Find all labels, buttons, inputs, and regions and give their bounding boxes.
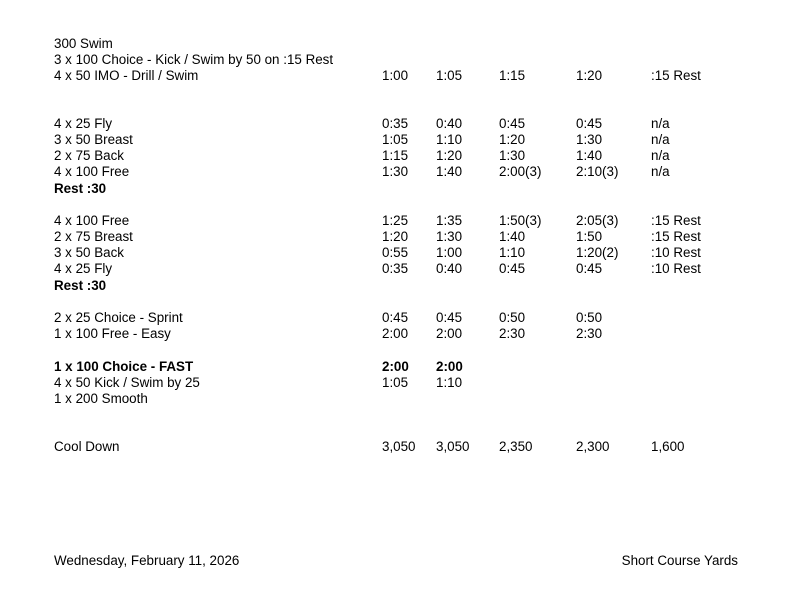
total-group-5: 1,600 [651, 439, 685, 454]
row-description: Rest :30 [54, 278, 107, 293]
interval-group-1: 1:00 [382, 68, 409, 83]
interval-group-4: 0:45 [576, 116, 603, 131]
row-description: 3 x 50 Breast [54, 132, 133, 147]
interval-group-2: 1:00 [436, 245, 463, 260]
interval-group-2: 1:05 [436, 68, 463, 83]
row-description: 300 Swim [54, 36, 113, 51]
interval-group-5: :15 Rest [651, 213, 701, 228]
interval-group-2: 0:45 [436, 310, 463, 325]
workout-row [54, 52, 754, 68]
row-description: Rest :30 [54, 181, 107, 196]
interval-group-4: 2:10(3) [576, 164, 619, 179]
workout-row [54, 310, 754, 326]
interval-group-5: :10 Rest [651, 261, 701, 276]
interval-group-3: 0:50 [499, 310, 526, 325]
interval-group-4: 2:05(3) [576, 213, 619, 228]
interval-group-5: n/a [651, 132, 670, 147]
interval-group-2: 1:10 [436, 132, 463, 147]
row-description: 4 x 50 Kick / Swim by 25 [54, 375, 200, 390]
interval-group-5: n/a [651, 116, 670, 131]
interval-group-1: 1:20 [382, 229, 409, 244]
row-description: 4 x 25 Fly [54, 261, 113, 276]
row-description: 3 x 100 Choice - Kick / Swim by 50 on :15 Rest [54, 52, 334, 67]
interval-group-3: 1:10 [499, 245, 526, 260]
interval-group-3: 1:15 [499, 68, 526, 83]
row-description: 1 x 100 Free - Easy [54, 326, 171, 341]
row-description: 4 x 100 Free [54, 213, 130, 228]
workout-row [54, 68, 754, 84]
totals-row [54, 439, 754, 455]
interval-group-3: 2:30 [499, 326, 526, 341]
workout-row [54, 164, 754, 180]
workout-row [54, 261, 754, 277]
interval-group-1: 2:00 [382, 359, 409, 374]
interval-group-4: 0:45 [576, 261, 603, 276]
interval-group-4: 0:50 [576, 310, 603, 325]
workout-row [54, 132, 754, 148]
footer-date: Wednesday, February 11, 2026 [54, 553, 240, 568]
workout-row [54, 359, 754, 375]
interval-group-2: 2:00 [436, 326, 463, 341]
interval-group-1: 0:35 [382, 116, 409, 131]
interval-group-1: 0:55 [382, 245, 409, 260]
workout-row [54, 326, 754, 342]
workout-row [54, 375, 754, 391]
total-group-2: 3,050 [436, 439, 470, 454]
workout-row [54, 229, 754, 245]
interval-group-2: 1:35 [436, 213, 463, 228]
interval-group-1: 0:35 [382, 261, 409, 276]
interval-group-3: 1:30 [499, 148, 526, 163]
footer-course-type: Short Course Yards [621, 553, 738, 568]
interval-group-3: 0:45 [499, 261, 526, 276]
interval-group-1: 1:30 [382, 164, 409, 179]
interval-group-4: 1:20 [576, 68, 603, 83]
rest-row [54, 278, 754, 294]
workout-row [54, 116, 754, 132]
interval-group-2: 1:10 [436, 375, 463, 390]
interval-group-4: 1:50 [576, 229, 603, 244]
interval-group-3: 0:45 [499, 116, 526, 131]
row-description: 2 x 25 Choice - Sprint [54, 310, 183, 325]
interval-group-4: 1:40 [576, 148, 603, 163]
interval-group-4: 1:30 [576, 132, 603, 147]
row-description: 2 x 75 Back [54, 148, 124, 163]
workout-row [54, 36, 754, 52]
interval-group-2: 1:30 [436, 229, 463, 244]
workout-row [54, 391, 754, 407]
row-description: 4 x 100 Free [54, 164, 130, 179]
row-description: Cool Down [54, 439, 120, 454]
interval-group-3: 1:20 [499, 132, 526, 147]
workout-row [54, 213, 754, 229]
row-description: 4 x 25 Fly [54, 116, 113, 131]
row-description: 3 x 50 Back [54, 245, 124, 260]
interval-group-1: 1:05 [382, 375, 409, 390]
rest-row [54, 181, 754, 197]
interval-group-5: :15 Rest [651, 229, 701, 244]
interval-group-2: 1:40 [436, 164, 463, 179]
interval-group-1: 1:25 [382, 213, 409, 228]
workout-row [54, 245, 754, 261]
interval-group-5: :10 Rest [651, 245, 701, 260]
interval-group-4: 1:20(2) [576, 245, 619, 260]
interval-group-1: 0:45 [382, 310, 409, 325]
interval-group-2: 1:20 [436, 148, 463, 163]
interval-group-4: 2:30 [576, 326, 603, 341]
row-description: 1 x 100 Choice - FAST [54, 359, 194, 374]
interval-group-2: 2:00 [436, 359, 463, 374]
interval-group-5: n/a [651, 164, 670, 179]
interval-group-5: n/a [651, 148, 670, 163]
interval-group-2: 0:40 [436, 261, 463, 276]
interval-group-1: 1:15 [382, 148, 409, 163]
interval-group-1: 1:05 [382, 132, 409, 147]
total-group-1: 3,050 [382, 439, 416, 454]
interval-group-1: 2:00 [382, 326, 409, 341]
row-description: 4 x 50 IMO - Drill / Swim [54, 68, 199, 83]
interval-group-3: 1:50(3) [499, 213, 542, 228]
total-group-3: 2,350 [499, 439, 533, 454]
row-description: 2 x 75 Breast [54, 229, 133, 244]
total-group-4: 2,300 [576, 439, 610, 454]
interval-group-3: 1:40 [499, 229, 526, 244]
interval-group-3: 2:00(3) [499, 164, 542, 179]
workout-row [54, 148, 754, 164]
row-description: 1 x 200 Smooth [54, 391, 148, 406]
interval-group-2: 0:40 [436, 116, 463, 131]
interval-group-5: :15 Rest [651, 68, 701, 83]
